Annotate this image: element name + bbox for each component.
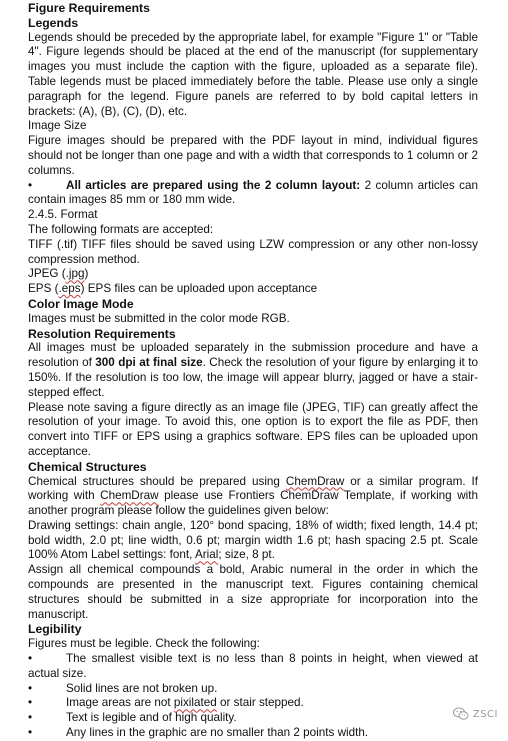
image-size-paragraph: Figure images should be prepared with the PDF layout in mind, individual figures should not be longer than one page and with a width that corresponds to 1 column or 2 columns. [28, 134, 478, 177]
jpeg-ext: .jpg [65, 267, 85, 281]
bullet-marker: • [28, 681, 33, 695]
chemical-paragraph-3: Assign all chemical compounds a bold, Arabic numeral in the order in which the compounds are presented in the manuscript text. Figures containing chemical structures should be submitted in a size appropriate for incorporation into the manuscript. [28, 563, 478, 621]
chem-settings-a: Drawing settings: chain angle, 120° bond spacing, 18% of width; fixed length, 14.4 pt; bold width, 2.0 pt; line width, 0.6 pt; margin width 1.6 pt; hash spacing 2.5 pt. Scale 100% Atom Label settings: font, [28, 518, 478, 562]
two-column-bold: All articles are prepared using the 2 column layout: [66, 178, 361, 192]
legibility-bullet-3 [28, 696, 478, 711]
tiff-format-line: TIFF (.tif) TIFF files should be saved using LZW compression or any other non-lossy compression method. [28, 237, 478, 266]
resolution-paragraph-1 [28, 341, 478, 400]
legibility-bullet-4-text: Text is legible and of high quality. [66, 711, 237, 725]
eps-post: ) EPS files can be uploaded upon acceptance [80, 282, 318, 296]
bullet-marker: • [28, 711, 33, 725]
color-mode-heading: Color Image Mode [28, 296, 134, 311]
legibility-bullet-4 [28, 711, 478, 726]
legibility-bullet-3-text [66, 696, 478, 711]
leg-b3-b: or stair stepped. [216, 696, 304, 710]
watermark [453, 707, 498, 721]
legends-paragraph: Legends should be preceded by the appropriate label, for example "Figure 1" or "Table 4". Figure legends should be placed at the end of the manuscript (for supplementary images you must include the caption with the figure, uploaded as a separate file). Table legends must be placed immediately before the table. Please use only a single paragraph for the legend. Figure panels are referred to by bold capital letters in brackets: (A), (B), (C), (D), etc. [28, 30, 478, 118]
bullet-marker: • [28, 178, 33, 192]
two-column-rest: 2 column articles can contain images 85 mm or 180 mm wide. [28, 178, 478, 207]
chem-chemdraw-2: ChemDraw [100, 489, 159, 503]
chemical-structures-heading: Chemical Structures [28, 459, 147, 474]
chem-arial: Arial [194, 548, 219, 562]
image-size-heading: Image Size [28, 119, 87, 133]
legibility-bullet-1-text: The smallest visible text is no less than 8 points in height, when viewed at actual size. [28, 652, 478, 680]
two-column-bullet [28, 179, 478, 209]
leg-b3-a: Image areas are not [66, 696, 174, 710]
legibility-bullet-2 [28, 682, 478, 697]
res-text-a: All images must be uploaded separately in the submission procedure and have a resolution of [28, 341, 478, 370]
chem-text-b: or a similar program. If working with [28, 474, 479, 503]
res-text-b: . Check the resolution of your figure by enlarging it to 150%. If the resolution is too low, the image will appear blurry, jagged or have a stair-stepped effect. [28, 356, 478, 399]
resolution-heading: Resolution Requirements [28, 326, 176, 341]
bullet-marker: • [28, 652, 33, 666]
figure-requirements-heading: Figure Requirements [28, 1, 150, 15]
chem-text-a: Chemical structures should be prepared using [28, 474, 286, 488]
watermark-text: ZSCI [472, 708, 498, 720]
chemical-paragraph-2 [28, 519, 478, 563]
legibility-bullet-5-text: Any lines in the graphic are no smaller than 2 points width. [66, 726, 369, 740]
format-heading: 2.4.5. Format [28, 208, 98, 222]
legibility-heading: Legibility [28, 622, 82, 637]
bullet-marker: • [28, 696, 33, 710]
legibility-bullet-2-text: Solid lines are not broken up. [66, 681, 218, 695]
legibility-intro: Figures must be legible. Check the following: [28, 637, 260, 651]
bullet-marker: • [28, 726, 33, 740]
chem-chemdraw-1: ChemDraw [285, 474, 345, 488]
leg-b3-pixilated: pixilated [173, 696, 217, 710]
chem-text-c: please use Frontiers ChemDraw Template, if working with another program please follow the guidelines given below: [28, 489, 478, 518]
chem-settings-b: ; size, 8 pt. [218, 548, 275, 562]
wechat-logo-icon [453, 707, 469, 721]
document-page [28, 1, 478, 741]
formats-intro: The following formats are accepted: [28, 222, 214, 236]
jpeg-format-line [28, 267, 478, 282]
legibility-bullet-1 [28, 652, 478, 682]
jpeg-post: ) [84, 267, 89, 281]
jpeg-pre: JPEG ( [28, 267, 66, 281]
eps-format-line [28, 282, 478, 297]
eps-pre: EPS ( [28, 282, 59, 296]
eps-ext: .eps [58, 282, 81, 296]
resolution-paragraph-2: Please note saving a figure directly as an image file (JPEG, TIF) can greatly affect the resolution of your image. To avoid this, one option is to export the file as PDF, then convert into TIFF or EPS using a graphics software. EPS files can be uploaded upon acceptance. [28, 400, 478, 458]
color-mode-paragraph: Images must be submitted in the color mode RGB. [28, 311, 290, 325]
chemical-paragraph-1 [28, 475, 478, 519]
legends-heading: Legends [28, 15, 79, 30]
res-text-bold: 300 dpi at final size [95, 356, 203, 370]
